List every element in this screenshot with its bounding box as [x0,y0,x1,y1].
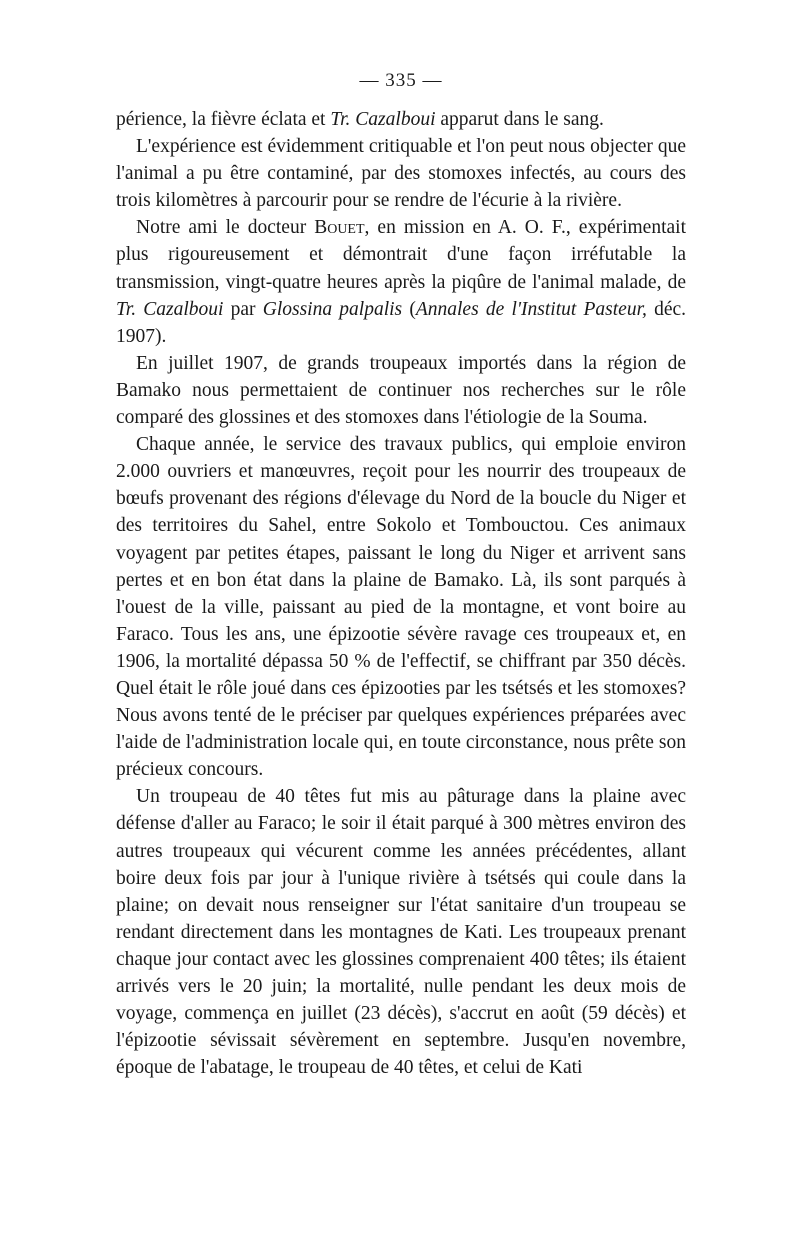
text-run: par [223,298,263,320]
species-name: Glossina palpalis [262,298,403,320]
paragraph-juillet: En juillet 1907, de grands troupeaux importés dans la région de Bamako nous permettaient de continuer nos recherches sur le rôle comparé des glossines et des stomoxes dans l'étiologie de la Souma. [116,352,686,429]
text-run: déc. 1907). [116,298,687,347]
paragraph-experience: L'expérience est évidemment critiquable et l'on peut nous objecter que l'animal a pu être contaminé, par des stomoxes infectés, au cours des trois kilomètres à parcourir pour se rendre de l'écurie à la rivière. [116,136,686,212]
paragraph-chaque-annee: Chaque année, le service des travaux publics, qui emploie environ 2.000 ouvriers et manœuvres, reçoit pour les nourrir des troupeaux de bœufs provenant des régions d'élevage du Nord de la boucle du Niger et des territoires du Sahel, entre Sokolo et Tombouctou. Ces animaux voyagent par petites étapes, paissant le long du Niger et arrivent sans pertes et en bon état dans la plaine de Bamako. Là, ils sont parqués à l'ouest de la ville, paissant au pied de la montagne, et vont boire au Faraco. Tous les ans, une épizootie sévère ravage ces troupeaux et, en 1906, la mortalité dépassa 50 % de l'effectif, se chiffrant par 350 décès. Quel était le rôle joué dans ces épizooties par les tsétsés et les stomoxes? Nous avons tenté de le préciser par quelques expériences préparées avec l'aide de l'administration locale qui, en toute circonstance, nous prête son précieux concours. [116,434,686,781]
paragraph-troupeau: Un troupeau de 40 têtes fut mis au pâturage dans la plaine avec défense d'aller au Faraco; le soir il était parqué à 300 mètres environ des autres troupeaux qui vécurent comme les années précédentes, allant boire deux fois par jour à l'unique rivière à tsétsés qui coule dans la plaine; on devait nous renseigner sur l'état sanitaire d'un troupeau se rendant directement dans les montagnes de Kati. Les troupeaux prenant chaque jour contact avec les glossines comprenaient 400 têtes; ils étaient arrivés vers le 20 juin; la mortalité, nulle pendant les deux mois de voyage, commença en juillet (23 décès), s'accrut en août (59 décès) et l'épizootie sévissait sévèrement en septembre. Jusqu'en novembre, époque de l'abatage, le troupeau de 40 têtes, et celui de Kati [116,786,686,1079]
text-run: ( [402,298,416,320]
author-name: Bouet [314,217,365,239]
species-name: Tr. Cazalboui [330,109,436,130]
text-run: périence, la fièvre éclata et [116,109,331,130]
document-page [116,70,686,1081]
page-number: — 335 — [359,70,443,91]
text-run: apparut dans le sang. [435,109,604,130]
journal-title: Annales de l'Institut Pasteur, [415,298,647,320]
species-name: Tr. Cazalboui [116,298,224,320]
paragraph-continuation [116,106,686,133]
body-text [116,106,686,1081]
paragraph-bouet [116,214,686,349]
text-run: Notre ami le docteur [136,217,315,239]
text-run: , en mission en A. O. F., expérimentait plus rigoureusement et démontrait d'une façon irréfutable la transmission, vingt-quatre heures après la piqûre de l'animal malade, de [116,217,686,293]
